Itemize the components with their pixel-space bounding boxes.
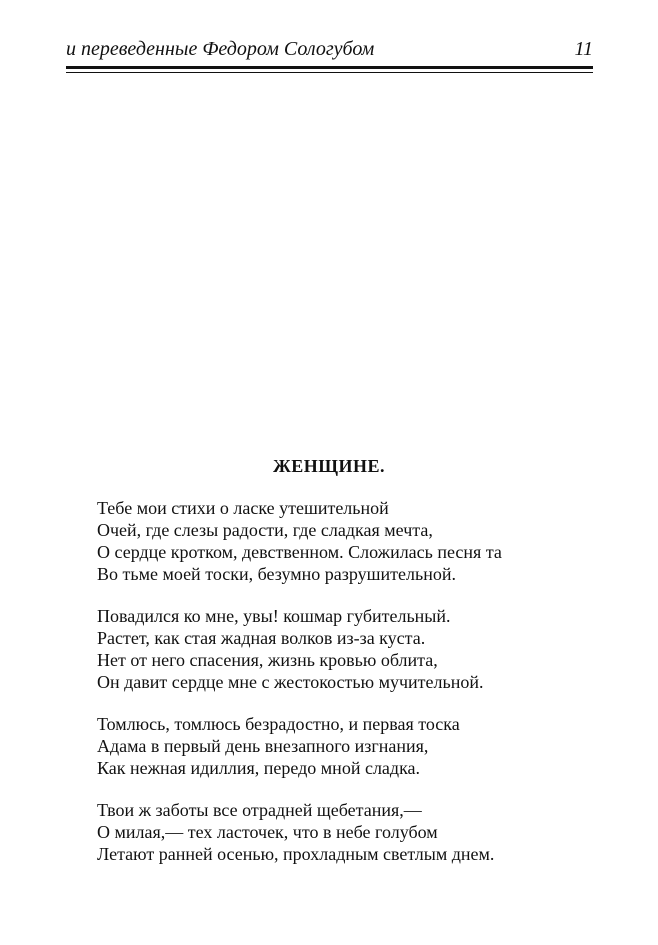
poem-line: Во тьме моей тоски, безумно разрушительной. bbox=[97, 564, 456, 584]
poem-line: О милая,— тех ласточек, что в небе голубом bbox=[97, 822, 438, 842]
poem-body bbox=[97, 497, 597, 885]
poem-line: Нет от него спасения, жизнь кровью облита, bbox=[97, 650, 438, 670]
poem-line: Как нежная идиллия, передо мной сладка. bbox=[97, 758, 421, 778]
poem-line: Растет, как стая жадная волков из-за куста. bbox=[97, 628, 426, 648]
stanza-1 bbox=[97, 497, 597, 585]
header-rule-thick bbox=[66, 66, 593, 69]
stanza-3 bbox=[97, 713, 597, 779]
poem-line: Тебе мои стихи о ласке утешительной bbox=[97, 498, 389, 518]
poem-title: ЖЕНЩИНЕ. bbox=[272, 456, 386, 476]
running-title: и переведенные Федором Сологубом bbox=[66, 38, 375, 60]
poem-line: Летают ранней осенью, прохладным светлым днем. bbox=[97, 844, 495, 864]
poem-line: Повадился ко мне, увы! кошмар губительный. bbox=[97, 606, 451, 626]
running-head bbox=[66, 36, 593, 62]
page-number: 11 bbox=[574, 38, 593, 60]
header-rule-thin bbox=[66, 72, 593, 73]
stanza-2 bbox=[97, 605, 597, 693]
poem-line: Он давит сердце мне с жестокостью мучительной. bbox=[97, 672, 484, 692]
poem-line: Адама в первый день внезапного изгнания, bbox=[97, 736, 429, 756]
stanza-4 bbox=[97, 799, 597, 865]
poem-line: Томлюсь, томлюсь безрадостно, и первая тоска bbox=[97, 714, 460, 734]
poem-line: Твои ж заботы все отрадней щебетания,— bbox=[97, 800, 422, 820]
poem-line: О сердце кротком, девственном. Сложилась песня та bbox=[97, 542, 502, 562]
poem-line: Очей, где слезы радости, где сладкая мечта, bbox=[97, 520, 433, 540]
